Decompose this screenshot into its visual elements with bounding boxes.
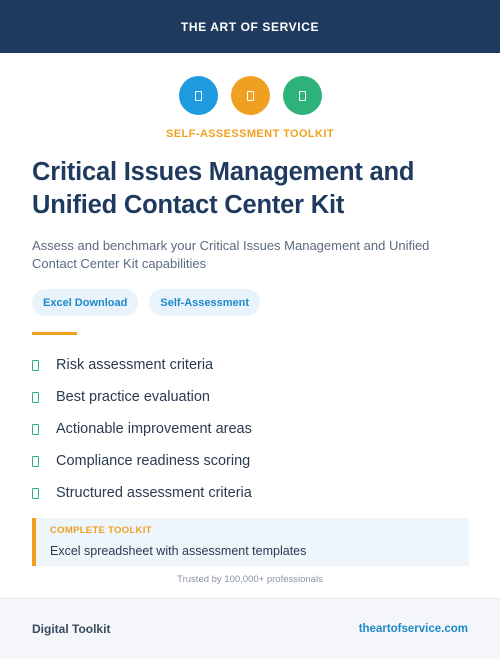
page-subtitle: Assess and benchmark your Critical Issues Management and Unified Contact Center Kit capabilities — [32, 238, 430, 271]
document-icon — [231, 76, 270, 115]
check-icon — [32, 488, 39, 499]
feature-item — [32, 381, 252, 413]
footer-label: Digital Toolkit — [32, 622, 111, 636]
toolkit-callout — [32, 518, 469, 566]
tag-list — [32, 289, 260, 316]
check-icon — [32, 424, 39, 435]
website-link[interactable]: theartofservice.com — [358, 623, 468, 635]
feature-label: Compliance readiness scoring — [56, 453, 251, 469]
check-icon — [32, 392, 39, 403]
tag-excel-download: Excel Download — [32, 289, 138, 316]
check-icon — [32, 456, 39, 467]
callout-text: Excel spreadsheet with assessment templates — [50, 544, 307, 558]
eyebrow-label: SELF-ASSESSMENT TOOLKIT — [166, 128, 334, 140]
feature-item — [32, 477, 252, 509]
feature-list — [32, 349, 252, 509]
brand-title: THE ART OF SERVICE — [180, 19, 320, 34]
feature-item — [32, 445, 252, 477]
footer-bar — [0, 598, 500, 659]
header-bar — [0, 0, 500, 53]
feature-label: Actionable improvement areas — [56, 421, 252, 437]
document-icon — [283, 76, 322, 115]
feature-item — [32, 413, 252, 445]
feature-label: Structured assessment criteria — [56, 485, 252, 501]
trusted-note: Trusted by 100,000+ professionals — [177, 574, 323, 585]
document-icon — [179, 76, 218, 115]
check-icon — [32, 360, 39, 371]
feature-label: Risk assessment criteria — [56, 357, 214, 373]
callout-label: COMPLETE TOOLKIT — [50, 525, 152, 536]
feature-item — [32, 349, 252, 381]
page-title: Critical Issues Management and Unified Contact Center Kit — [32, 158, 415, 219]
tag-self-assessment: Self-Assessment — [149, 289, 260, 316]
feature-label: Best practice evaluation — [56, 389, 210, 405]
accent-divider — [32, 332, 77, 335]
icon-row — [0, 76, 500, 115]
